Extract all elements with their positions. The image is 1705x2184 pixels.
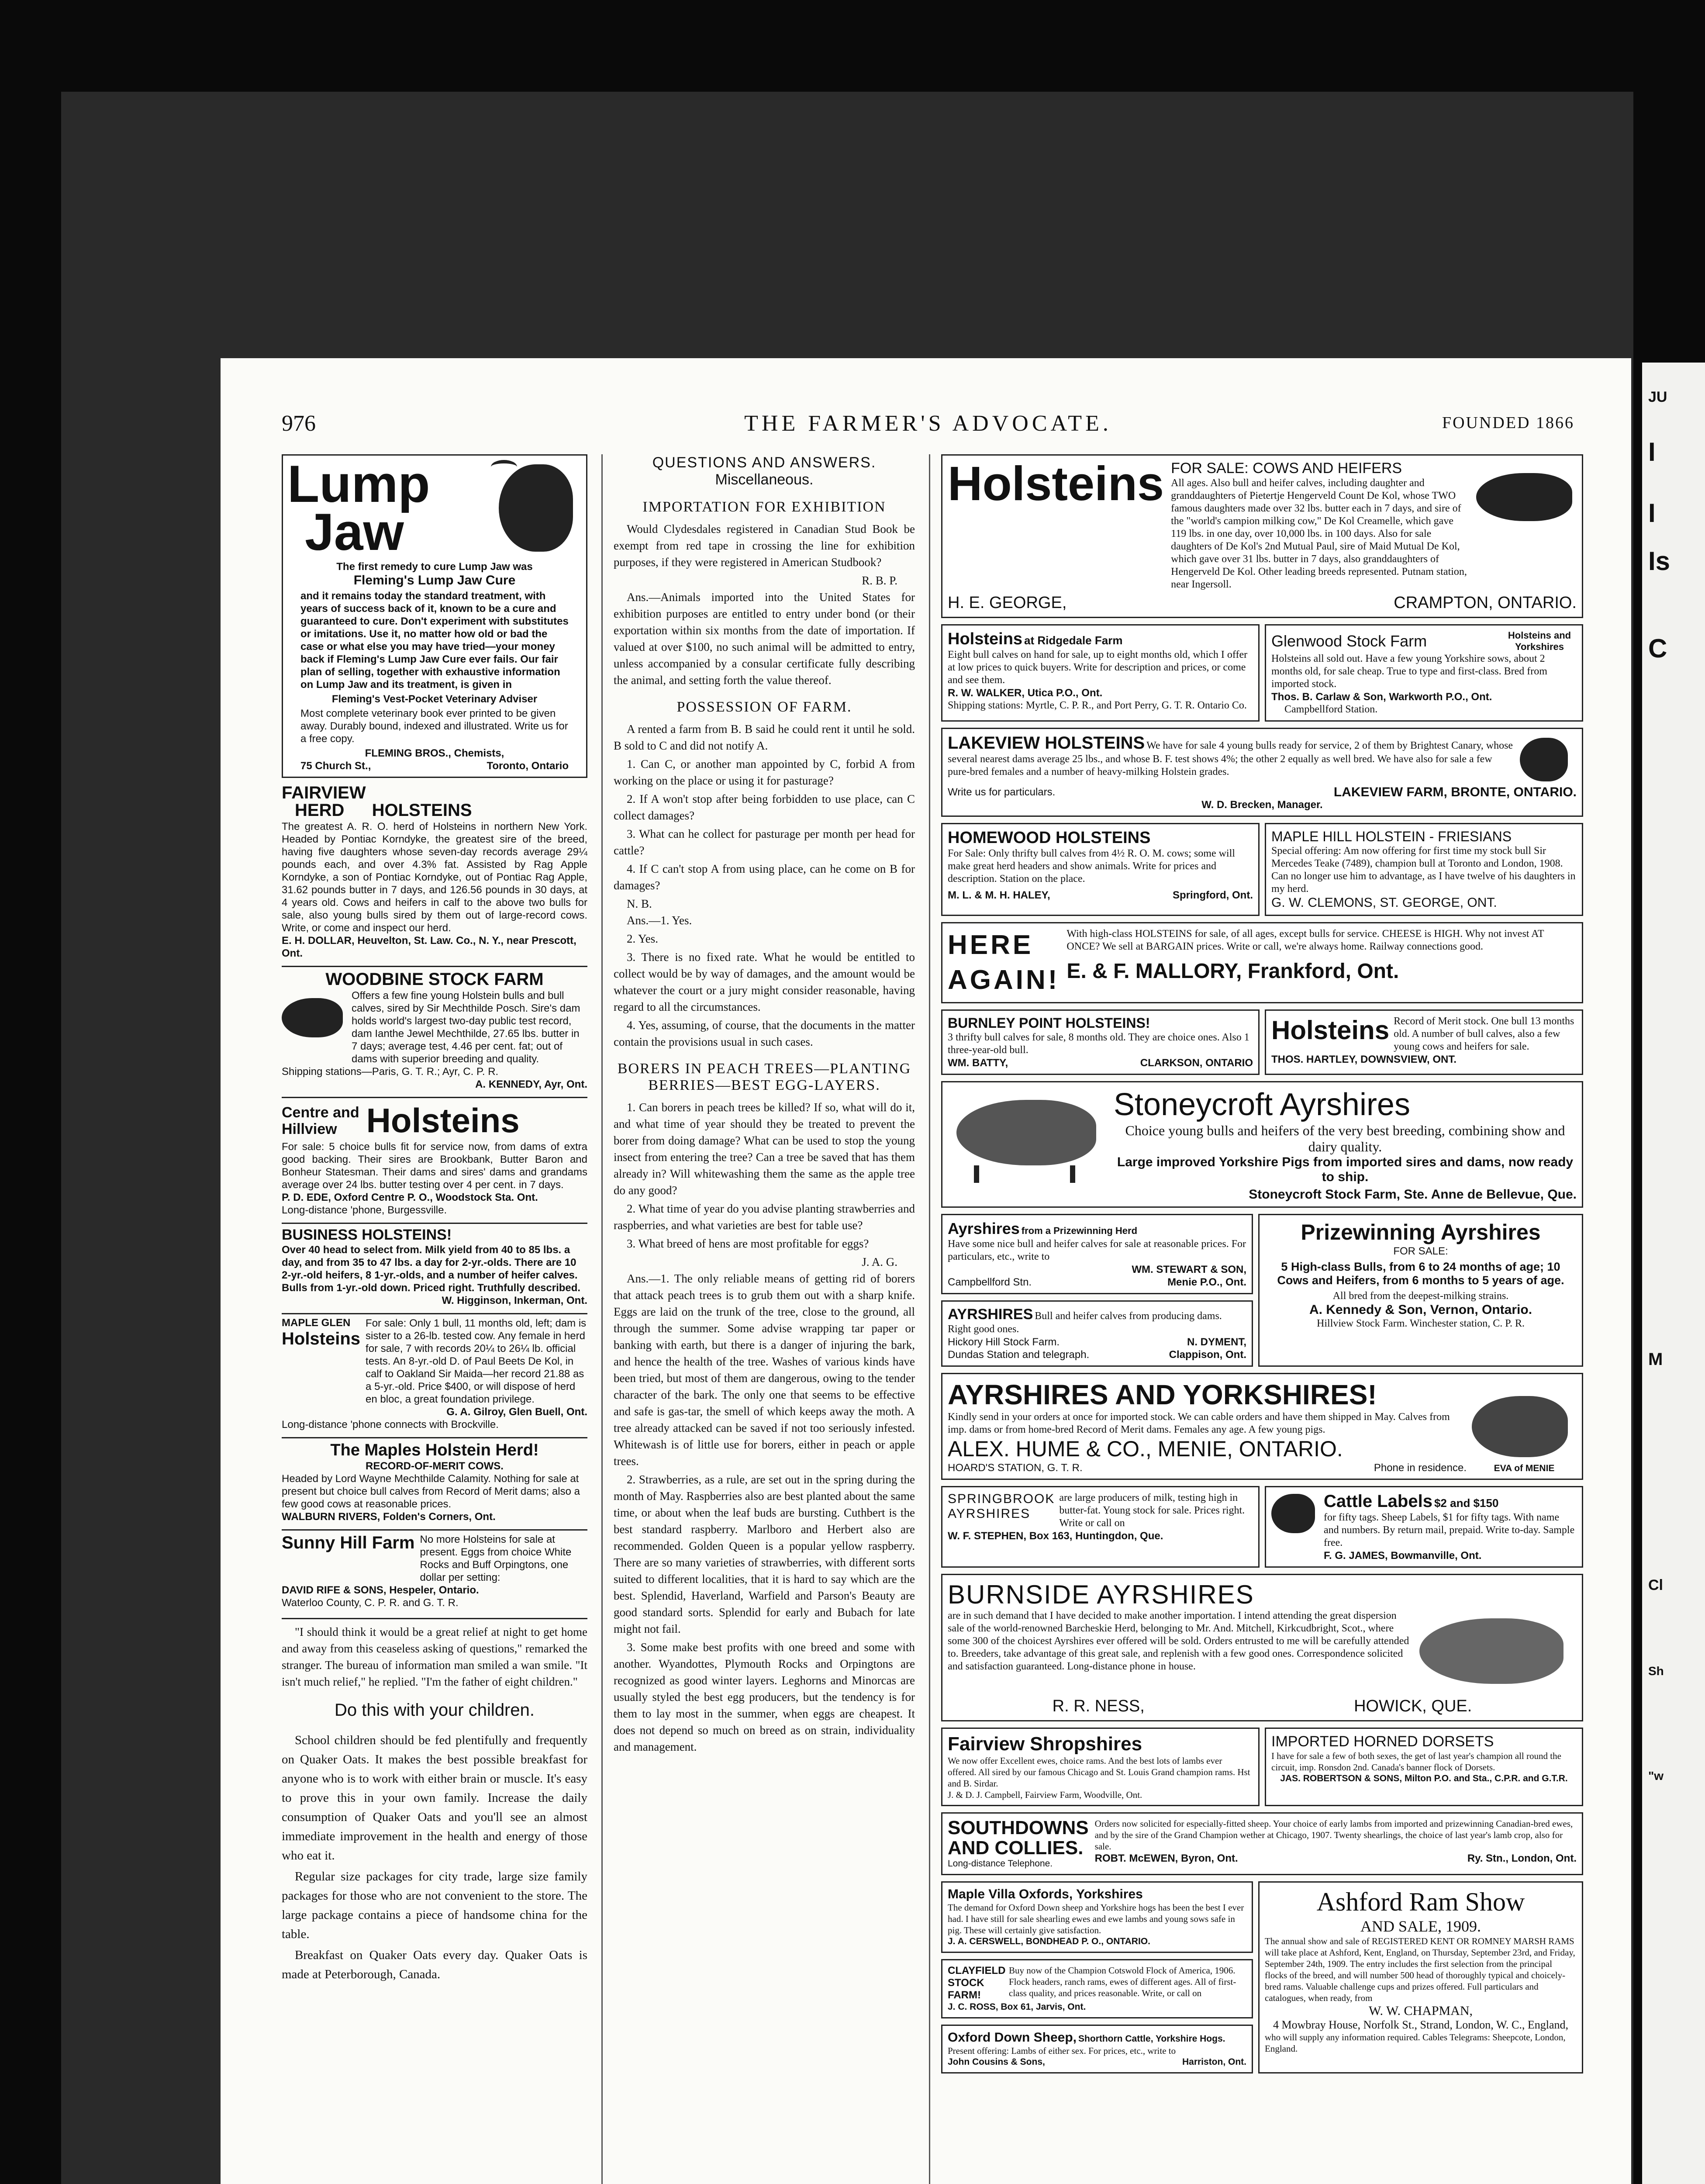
ad-text: and it remains today the standard treatment, with years of success back of it, known to be a cure and guaranteed to cure. Don't experiment with substitutes or imitations. Use it, no matter how old or bad the case or what else you may have tried—your money back if Fleming's Lump Jaw Cure ever fails. Our fair plan of selling, together with exhaustive information on Lump Jaw and its treatment, is given in: [300, 590, 569, 691]
answer-text: Ans.—Animals imported into the United States for exhibition purposes are entitled to entry under bond (or their exportation within six months from the date of importation. If valued at over $100, no such animal will be admitted to entry, unless accompanied by a consular certificate fully describing the animal, and setting forth the value thereof.: [614, 591, 915, 687]
column-ads-left: [282, 454, 587, 1986]
ad-centre-hillview: [282, 1097, 587, 1216]
ad-signature: Menie P.O., Ont.: [1167, 1276, 1246, 1288]
ad-title: AND COLLIES.: [948, 1837, 1084, 1859]
ad-signature: R. W. WALKER, Utica P.O., Ont.: [948, 687, 1103, 699]
answer-text: 4. Yes, assuming, of course, that the documents in the matter contain the provisions usual in such cases.: [614, 1019, 915, 1048]
ad-signature: CLARKSON, ONTARIO: [1140, 1057, 1253, 1069]
newspaper-page: [221, 358, 1631, 2184]
ad-horned-dorsets: [1265, 1728, 1583, 1806]
ad-signature: G. A. Gilroy, Glen Buell, Ont.: [446, 1406, 587, 1418]
ad-signature: W. W. CHAPMAN,: [1368, 2004, 1473, 2018]
article-paragraph: School children should be fed plentifully and frequently on Quaker Oats. It makes the best possible breakfast for anyone who is to work with either brain or muscle. It's easy to prove this in your own family. Increase the daily consumption of Quaker Oats and you'll see an almost immediate improvement in the health and energy of those who eat it.: [282, 1733, 587, 1863]
cow-illustration: [1419, 1610, 1577, 1697]
ad-text: For sale: Only 1 bull, 11 months old, left; dam is sister to a 26-lb. tested cow. Any female in herd for sale, 7 with records 20¼ to 26¼ lb. official tests. An 8-yr.-old D. of Paul Beets De Kol, in calf to Oakland Sir Maida—her record 21.88 as a 5-yr.-old. Price $400, or will dispose of herd en bloc, a great foundation privilege.: [366, 1317, 587, 1405]
answer-text: 2. Yes.: [627, 932, 659, 945]
ad-text: Fleming's Lump Jaw Cure: [353, 573, 516, 587]
ad-title: Oxford Down Sheep,: [948, 2030, 1077, 2045]
ad-text: The annual show and sale of REGISTERED KENT OR ROMNEY MARSH RAMS will take place at Ashford, Kent, England, on Thursday, September 23rd, and Friday, September 24th, 1909. The entry includes the first selection from the principal flocks of the breed, and will number 500 head of thoroughly typical and choicely-bred rams. Valuable challenge cups and prizes offered. Full particulars and catalogues, when ready, from: [1265, 1936, 1575, 2003]
column-ads-right: [941, 454, 1583, 2080]
question-title: BORERS IN PEACH TREES—PLANTING BERRIES—BEST EGG-LAYERS.: [617, 1061, 911, 1093]
ad-text: are large producers of milk, testing high in butter-fat. Young stock for sale. Prices right. Write or call on: [1059, 1492, 1245, 1529]
question-title: POSSESSION OF FARM.: [676, 699, 852, 715]
question-text: Would Clydesdales registered in Canadian Stud Book be exempt from red tape in crossing the line for exhibition purposes, if they were registered in American Studbook?: [614, 522, 915, 569]
ad-signature: J. C. ROSS, Box 61, Jarvis, Ont.: [948, 2002, 1086, 2012]
masthead-title: THE FARMER'S ADVOCATE.: [744, 411, 1112, 436]
ad-text: who will supply any information required. Cables Telegrams: Sheepcote, London, England.: [1265, 2032, 1566, 2054]
ad-text: For sale: 5 choice bulls fit for service now, from dams of extra good backing. Their sires are Brookbank, Butter Baron and Bonheur Statesman. Their dams and sires' dams and grandams average over 24 lbs. butter testing over 4 per cent. in 7 days.: [282, 1141, 587, 1191]
ad-text: For Sale: Only thrifty bull calves from 4½ R. O. M. cows; some will make great herd headers and show animals. Write for prices and description. Station on the place.: [948, 848, 1235, 885]
ad-title: Jaw: [305, 503, 404, 561]
article-paragraph: Breakfast on Quaker Oats every day. Quaker Oats is made at Peterborough, Canada.: [282, 1948, 587, 1981]
ad-title: Holsteins: [282, 1329, 361, 1348]
ad-title: Fairview Shropshires: [948, 1733, 1142, 1755]
ad-maple-villa: [941, 1881, 1253, 1953]
ad-title: Holsteins: [366, 1101, 520, 1140]
ad-title: HERE: [948, 930, 1034, 960]
cow-illustration: [1476, 460, 1577, 530]
ad-title: LAKEVIEW HOLSTEINS: [948, 733, 1145, 753]
ad-title: Glenwood Stock Farm: [1271, 632, 1427, 650]
ad-text: HOARD'S STATION, G. T. R.: [948, 1462, 1083, 1474]
ad-signature: HOWICK, QUE.: [1354, 1697, 1472, 1715]
ad-title: Lump: [287, 455, 430, 513]
cow-head-illustration: [1520, 733, 1577, 786]
ad-signature: A. KENNEDY, Ayr, Ont.: [475, 1078, 587, 1090]
ad-signature: A. Kennedy & Son, Vernon, Ontario.: [1309, 1303, 1532, 1317]
cow-illustration: [1472, 1379, 1577, 1474]
ad-address: Toronto, Ontario: [487, 760, 569, 772]
question-signature: N. B.: [627, 897, 652, 910]
answer-text: Ans.—1. The only reliable means of getting rid of borers that attack peach trees is to grub them out with a sharp knife. Eggs are laid on the trunk of the tree, close to the ground, all through the summer. Some advise wrapping tar paper or banking with earth, but there is a danger of injuring the bark, and hence the health of the tree. Washes of various kinds have been tried, but most of them are dangerous, owing to the tender character of the bark. The only one that seems to be effective and safe is gas-tar, the smell of which keeps away the moth. A tree already attacked can be saved if not too seriously infested. Whitewash is of little use for borers, either in peach or apple trees.: [614, 1272, 915, 1468]
ad-signature: P. D. EDE, Oxford Centre P. O., Woodstock Sta. Ont.: [282, 1192, 538, 1203]
edge-text: Sh: [1648, 1664, 1664, 1678]
ad-signature: John Cousins & Sons,: [948, 2057, 1045, 2067]
edge-text: C: [1648, 634, 1667, 663]
ad-text: Headed by Lord Wayne Mechthilde Calamity. Nothing for sale at present but choice bull calves from Record of Merit dams; also a few good cows at reasonable prices.: [282, 1473, 580, 1510]
ad-signature: DAVID RIFE & SONS, Hespeler, Ontario.: [282, 1584, 479, 1596]
ad-burnley-point: [941, 1009, 1260, 1075]
answer-text: 3. Some make best profits with one breed and some with another. Wyandottes, Plymouth Rocks and Orpingtons are recognized as good winter layers. Leghorns and Minorcas are usually styled the best egg producers, but the tendency is for them to lay most in the summer, when eggs are cheapest. It does not depend so much on breed as on strain, individuality and management.: [614, 1641, 915, 1753]
ad-text: Phone in residence.: [1374, 1462, 1467, 1474]
ad-sunny-hill: [282, 1529, 587, 1609]
ad-title: BURNSIDE AYRSHIRES: [948, 1580, 1254, 1609]
ad-dyment-ayrshires: [941, 1300, 1253, 1367]
article-title: Do this with your children.: [335, 1700, 535, 1720]
ad-title: MAPLE HILL HOLSTEIN - FRIESIANS: [1271, 829, 1512, 844]
ad-title: WOODBINE STOCK FARM: [325, 970, 544, 989]
ad-text: Have some nice bull and heifer calves for sale at reasonable prices. For particulars, etc., write to: [948, 1238, 1246, 1262]
ad-subtitle: FOR SALE:: [1393, 1245, 1448, 1257]
ad-glenwood: [1265, 624, 1583, 722]
edge-text: "w: [1648, 1769, 1664, 1783]
ad-text: Offers a few fine young Holstein bulls and bull calves, sired by Sir Mechthilde Posch. Sire's dam holds world's largest two-day public test record, dam Ianthe Jewel Mechthilde, 27.65 lbs. butter in 7 days; average test, 4.46 per cent. fat; out of dams with superior breeding and quality.: [352, 990, 580, 1065]
edge-text: I: [1648, 437, 1656, 467]
ad-title: AGAIN!: [948, 965, 1060, 995]
question-text: 1. Can borers in peach trees be killed? If so, what will do it, and what time of year should they be treated to prevent the borer from doing damage? What can be used to stop the young insect from entering the tree? Can a tree be saved that has them already in? Will whitewashing them the same as the apple tree do any good?: [614, 1101, 915, 1197]
question-text: 2. If A won't stop after being forbidden to use place, can C collect damages?: [614, 792, 915, 822]
ad-title: at Ridgedale Farm: [1024, 634, 1123, 647]
ad-title: AYRSHIRES: [948, 1507, 1031, 1521]
ad-cattle-labels: [1265, 1486, 1583, 1568]
ad-price: $2 and $150: [1434, 1496, 1499, 1510]
ad-maples-holstein: [282, 1437, 587, 1523]
ad-text: Write us for particulars.: [948, 786, 1056, 798]
ad-title: AYRSHIRES: [948, 1306, 1033, 1323]
ad-signature: WM. BATTY,: [948, 1057, 1008, 1069]
ad-lump-jaw: [282, 454, 587, 778]
cow-illustration: [282, 989, 347, 1046]
ad-title: from a Prizewinning Herd: [1021, 1225, 1138, 1236]
ad-woodbine: [282, 966, 587, 1091]
joke-section: [282, 1618, 587, 1690]
ad-text: Orders now solicited for especially-fitted sheep. Your choice of early lambs from imported and prizewinning Canadian-bred ewes, and by the sire of the Grand Champion wether at Chicago, 1907. Twenty shearlings, the choice of last year's lamb crop, also for sale.: [1094, 1818, 1573, 1852]
ad-title: BUSINESS HOLSTEINS!: [282, 1227, 452, 1243]
ad-title: Hillview: [282, 1120, 337, 1137]
ad-text: Fleming's Vest-Pocket Veterinary Adviser: [331, 693, 538, 705]
ad-address: 4 Mowbray House, Norfolk St., Strand, London, W. C., England,: [1273, 2018, 1568, 2031]
ad-text: Special offering: Am now offering for first time my stock bull Sir Mercedes Teake (7489), champion bull at Toronto and London, 1908. Can no longer use him to advantage, as I have twelve of his daughters in my herd.: [1271, 845, 1576, 895]
question-text: A rented a farm from B. B said he could rent it until he sold. B sold to C and did not notify A.: [614, 722, 915, 752]
column-rule: [601, 454, 603, 2184]
answer-text: 3. There is no fixed rate. What he would be entitled to collect would be by way of damages, and the amount would be whatever the court or a jury might consider reasonable, having regard to all the circumstances.: [614, 950, 915, 1013]
ad-title: SPRINGBROOK: [948, 1492, 1055, 1506]
ad-signature: N. DYMENT,: [1187, 1336, 1246, 1348]
quaker-oats-article: [282, 1700, 587, 1984]
ad-text: The demand for Oxford Down sheep and Yorkshire hogs has been the best I ever had. I have still for sale shearling ewes and ewe lambs and young sows safe in pig. These will certainly give satisfaction.: [948, 1902, 1244, 1935]
column-questions-answers: [614, 454, 915, 1757]
ad-title: Ashford Ram Show: [1316, 1887, 1525, 1916]
ad-signature: Ry. Stn., London, Ont.: [1467, 1852, 1577, 1864]
column-rule: [929, 454, 930, 2184]
ad-ashford-ram-show: [1258, 1881, 1583, 2073]
ad-subtitle: AND SALE, 1909.: [1360, 1918, 1481, 1935]
ad-text: The greatest A. R. O. herd of Holsteins in northern New York. Headed by Pontiac Korndyke, the greatest sire of the breed, having five daughters whose seven-day records average 29¼ pounds each, and over 4.3% fat. Assisted by Rag Apple Korndyke, a son of Pontiac Korndyke, out of Pontiac Rag Apple, 31.62 pounds butter in 7 days, and 126.56 pounds in 30 days, at 4 years old. Cows and heifers in calf to the above two bulls for sale, also young bulls sired by them out of large-record cows. Write, or come and inspect our herd.: [282, 821, 587, 934]
ad-text: Shipping stations: Myrtle, C. P. R., and Port Perry, G. T. R. Ontario Co.: [948, 700, 1247, 711]
ad-signature: F. G. JAMES, Bowmanville, Ont.: [1324, 1550, 1482, 1562]
ad-fairview-shropshires: [941, 1728, 1260, 1806]
ad-text: for fifty tags. Sheep Labels, $1 for fifty tags. With name and numbers. By return mail, prepaid. Write to-day. Sample free.: [1324, 1512, 1575, 1548]
ad-address: 75 Church St.,: [300, 760, 371, 772]
ad-signature: LAKEVIEW FARM, BRONTE, ONTARIO.: [1333, 785, 1577, 799]
ad-text: Hillview Stock Farm. Winchester station, C. P. R.: [1317, 1318, 1525, 1329]
ad-text: Buy now of the Champion Cotswold Flock of America, 1906. Flock headers, ranch rams, ewes of different ages. All of first-class quality, and prices reasonable. Write, or call on: [1009, 1965, 1236, 1998]
ad-hume-ayrshires: [941, 1373, 1583, 1480]
ad-signature: J. A. CERSWELL, BONDHEAD P. O., ONTARIO.: [948, 1936, 1150, 1946]
ad-subtitle: RECORD-OF-MERIT COWS.: [366, 1460, 504, 1472]
ad-signature: H. E. GEORGE,: [948, 594, 1067, 612]
ad-signature: WALBURN RIVERS, Folden's Corners, Ont.: [282, 1511, 496, 1523]
ad-business-holsteins: [282, 1223, 587, 1307]
page-header: [282, 411, 1574, 441]
ad-title: Ayrshires: [948, 1220, 1020, 1237]
illustration-caption: EVA of MENIE: [1494, 1463, 1555, 1473]
ad-text: I have for sale a few of both sexes, the get of last year's champion all round the circuit, imp. Ronsdon 2nd. Canada's banner flock of Dorsets.: [1271, 1751, 1561, 1773]
answer-text: Ans.—1. Yes.: [627, 914, 692, 927]
section-heading: QUESTIONS AND ANSWERS.: [652, 454, 877, 471]
ad-signature: ALEX. HUME & CO., MENIE, ONTARIO.: [948, 1437, 1343, 1461]
ad-title: FAIRVIEW: [282, 783, 366, 802]
question-text: 1. Can C, or another man appointed by C, forbid A from working on the place or using it for pasturage?: [614, 757, 915, 787]
ad-title: HERD: [295, 801, 345, 820]
ad-southdowns: [941, 1812, 1583, 1875]
ad-lakeview: [941, 728, 1583, 817]
edge-text: JU: [1648, 389, 1667, 405]
ad-springbrook: [941, 1486, 1260, 1568]
ad-text: All ages. Also bull and heifer calves, including daughter and granddaughters of Pietertje Hengerveld Count De Kol, whose TWO famous daughters made over 32 lbs. butter each in 7 days, and sire of the "world's campion milking cow," De Kol Creamelle, which gave 119 lbs. in one day, over 10,000 lbs. in 100 days. Also for sale daughters of De Kol's 2nd Mutual Paul, sire of Maid Mutual De Kol, which gave over 31 lbs. butter in 7 days, also granddaughters of Hengerveld De Kol. Other leading breeds represented. Putnam station, near Ingersoll.: [1171, 477, 1467, 590]
ad-text: Campbellford Stn.: [948, 1276, 1032, 1288]
founded-note: FOUNDED 1866: [1442, 414, 1574, 432]
ad-text: Waterloo County, C. P. R. and G. T. R.: [282, 1597, 459, 1609]
page-number: 976: [282, 411, 316, 436]
ad-signature: W. Higginson, Inkerman, Ont.: [442, 1295, 587, 1306]
ad-title: The Maples Holstein Herd!: [330, 1441, 539, 1459]
ad-hartley: [1265, 1009, 1583, 1075]
ad-title: IMPORTED HORNED DORSETS: [1271, 1733, 1494, 1750]
ad-oxford-down: [941, 2025, 1253, 2073]
ad-signature: W. D. Brecken, Manager.: [1201, 799, 1323, 811]
ad-title: Holsteins: [948, 457, 1164, 511]
ad-text: No more Holsteins for sale at present. Eggs from choice White Rocks and Buff Orpingtons, one dollar per setting:: [420, 1534, 572, 1583]
ad-text: Dundas Station and telegraph.: [948, 1349, 1090, 1361]
ad-text: Kindly send in your orders at once for imported stock. We can cable orders and have them shipped in May. Calves from imp. dams or from home-bred Record of Merit dams. Females any age. A few young pigs.: [948, 1411, 1450, 1435]
edge-text: Cl: [1648, 1577, 1663, 1593]
ad-text: Choice young bulls and heifers of the very best breeding, combining show and dairy quality.: [1125, 1123, 1565, 1154]
adjacent-page-edge: [1642, 363, 1705, 2184]
ad-burnside-ayrshires: [941, 1574, 1583, 1721]
ad-signature: Thos. B. Carlaw & Son, Warkworth P.O., Ont.: [1271, 691, 1492, 703]
ad-text: Record of Merit stock. One bull 13 months old. A number of bull calves, also a few young cows and heifers for sale.: [1394, 1016, 1574, 1052]
ad-signature: M. L. & M. H. HALEY,: [948, 889, 1050, 901]
ad-signature: E. & F. MALLORY, Frankford, Ont.: [1066, 960, 1399, 983]
ad-text: Bull and heifer calves from producing dams. Right good ones.: [948, 1310, 1222, 1335]
joke-text: "I should think it would be a great relief at night to get home and away from this ceaseless asking of questions," remarked the stranger. The bureau of information man smiled a wan smile. "It isn't much relief," he replied. "I'm the father of eight children.": [282, 1625, 587, 1688]
ad-signature: THOS. HARTLEY, DOWNSVIEW, ONT.: [1271, 1054, 1457, 1065]
ad-prizewinning-ayrshires: [1258, 1214, 1583, 1367]
ad-text: are in such demand that I have decided to make another importation. I intend attending the great dispersion sale of the world-renowned Barcheskie Herd, belonging to Mr. And. Mitchell, Kirkcudbright, Scot., where some 300 of the choicest Ayrshires ever offered will be sold. Orders entrusted to me will be carefully attended to. Breeders, take advantage of this great sale, and replenish with a few good ones. Correspondence solicited and satisfaction guaranteed. Long-distance phone in house.: [948, 1610, 1409, 1672]
ad-text: All bred from the deepest-milking strains.: [1332, 1290, 1509, 1302]
ad-stoneycroft: [941, 1081, 1583, 1208]
ad-signature: R. R. NESS,: [1052, 1697, 1145, 1715]
cow-illustration: [948, 1087, 1105, 1183]
ad-text: Most complete veterinary book ever printed to be given away. Durably bound, indexed and illustrated. Write us for a free copy.: [300, 708, 568, 745]
ad-signature: Harriston, Ont.: [1182, 2057, 1246, 2067]
ad-signature: JAS. ROBERTSON & SONS, Milton P.O. and Sta., C.P.R. and G.T.R.: [1280, 1773, 1568, 1783]
ad-heading: FOR SALE: COWS AND HEIFERS: [1171, 460, 1402, 477]
ad-text: Shipping stations—Paris, G. T. R.; Ayr, C. P. R.: [282, 1066, 499, 1078]
ad-title: Centre and: [282, 1104, 359, 1121]
ad-title: Holsteins: [1271, 1016, 1390, 1045]
edge-text: I: [1648, 498, 1656, 528]
ad-title: BURNLEY POINT HOLSTEINS!: [948, 1015, 1150, 1031]
ad-text: Long-distance 'phone, Burgessville.: [282, 1204, 447, 1216]
ad-text: Campbellford Station.: [1284, 704, 1378, 715]
ad-clayfield: [941, 1959, 1253, 2018]
ad-text: Holsteins all sold out. Have a few young Yorkshire sows, about 2 months old, for sale cheap. True to type and first-class. Bred from imported stock.: [1271, 653, 1547, 690]
ad-signature: ROBT. McEWEN, Byron, Ont.: [1094, 1852, 1238, 1864]
article-paragraph: Regular size packages for city trade, large size family packages for those who are not convenient to the store. The large package contains a piece of handsome china for the table.: [282, 1870, 587, 1941]
ad-text: 3 thrifty bull calves for sale, 8 months old. They are choice ones. Also 1 three-year-old bull.: [948, 1032, 1249, 1056]
bull-head-illustration: [1271, 1492, 1319, 1535]
ad-text: Long-distance Telephone.: [948, 1859, 1053, 1869]
ad-fairview-holsteins: [282, 784, 587, 960]
ad-maple-glen: [282, 1313, 587, 1431]
ad-title: Stoneycroft Ayrshires: [1114, 1087, 1410, 1122]
ad-text: With high-class HOLSTEINS for sale, of all ages, except bulls for service. CHEESE is HIGH. Why not invest AT ONCE? We sell at BARGAIN prices. Write or call, we're always home. Railway connections good.: [1066, 928, 1544, 952]
ad-text: FLEMING BROS., Chemists,: [365, 747, 504, 759]
ad-stewart-ayrshires: [941, 1214, 1253, 1294]
ad-text: We have for sale 4 young bulls ready for service, 2 of them by Brightest Canary, whose several nearest dams average 25 lbs., and whose B. F. test shows 4%; the other 2 equally as well bred. We have also for sale a few pure-bred females and a number of heavy-milking Holstein grades.: [948, 740, 1513, 778]
question-signature: J. A. G.: [862, 1255, 897, 1268]
ad-holsteins-george: [941, 454, 1583, 618]
question-text: 2. What time of year do you advise planting strawberries and raspberries, and what varieties are best for table use?: [614, 1202, 915, 1232]
ad-title: Cattle Labels: [1324, 1492, 1432, 1511]
ad-title: Prizewinning Ayrshires: [1301, 1220, 1541, 1244]
ad-signature: Clappison, Ont.: [1169, 1349, 1246, 1361]
ad-signature: G. W. CLEMONS, ST. GEORGE, ONT.: [1271, 895, 1497, 910]
ad-signature: WM. STEWART & SON,: [1132, 1264, 1246, 1275]
ad-signature: Stoneycroft Stock Farm, Ste. Anne de Bellevue, Que.: [1249, 1187, 1577, 1202]
ad-signature: CRAMPTON, ONTARIO.: [1394, 594, 1577, 612]
ad-title: Shorthorn Cattle, Yorkshire Hogs.: [1078, 2034, 1225, 2044]
question-text: 4. If C can't stop A from using place, can he come on B for damages?: [614, 862, 915, 892]
ad-signature: W. F. STEPHEN, Box 163, Huntingdon, Que.: [948, 1530, 1163, 1542]
ad-text: Hickory Hill Stock Farm.: [948, 1336, 1060, 1348]
ad-title: HOLSTEINS: [372, 801, 472, 820]
edge-text: M: [1648, 1350, 1663, 1369]
cow-head-illustration: [486, 460, 582, 560]
ad-title: HOMEWOOD HOLSTEINS: [948, 829, 1151, 847]
ad-title: AYRSHIRES AND YORKSHIRES!: [948, 1379, 1377, 1410]
ad-mallory: [941, 922, 1583, 1003]
ad-subtitle: Holsteins and Yorkshires: [1508, 630, 1571, 652]
ad-title: Holsteins: [948, 630, 1023, 648]
ad-text: Large improved Yorkshire Pigs from imported sires and dams, now ready to ship.: [1117, 1155, 1574, 1184]
ad-text: 5 High-class Bulls, from 6 to 24 months of age; 10 Cows and Heifers, from 6 months to 5 years of age.: [1277, 1260, 1564, 1287]
ad-text: We now offer Excellent ewes, choice rams. And the best lots of lambs ever offered. All sired by our famous Chicago and St. Louis Grand champion rams. Hst and B. Sirdar.: [948, 1755, 1250, 1789]
section-subheading: Miscellaneous.: [715, 471, 814, 488]
answer-text: 2. Strawberries, as a rule, are set out in the spring during the month of May. Raspberries also are best planted about the same time, or about when the leaf buds are bursting. Cuthbert is the best standard raspberry. Marlboro and Herbert also are recommended. Golden Queen is a popular yellow raspberry. There are so many varieties of strawberries, with different sorts suited to different localities, that it is hard to say which are the best. Splendid, Haverland, Warfield and Parson's Beauty are good standard sorts. Splendid for early and Bubach for late might not fail.: [614, 1473, 915, 1635]
question-text: 3. What can he collect for pasturage per month per head for cattle?: [614, 827, 915, 857]
ad-text: Long-distance 'phone connects with Brockville.: [282, 1419, 499, 1431]
ad-signature: Springford, Ont.: [1173, 889, 1253, 901]
ad-title: SOUTHDOWNS: [948, 1817, 1089, 1838]
ad-maple-hill: [1265, 823, 1583, 916]
ad-ridgedale: [941, 624, 1260, 722]
ad-title: MAPLE GLEN: [282, 1317, 351, 1329]
ad-title: Sunny Hill Farm: [282, 1533, 415, 1552]
ad-signature: E. H. DOLLAR, Heuvelton, St. Law. Co., N. Y., near Prescott, Ont.: [282, 935, 576, 959]
ad-signature: J. & D. J. Campbell, Fairview Farm, Woodville, Ont.: [948, 1790, 1142, 1800]
ad-text: Over 40 head to select from. Milk yield from 40 to 85 lbs. a day, and from 35 to 47 lbs. a day for 2-yr.-olds. There are 10 2-yr.-old heifers, 8 1-yr.-olds, and a number of heifer calves. Bulls from 1-yr.-old down. Priced right. Truthfully described.: [282, 1244, 581, 1294]
ad-text: Present offering: Lambs of either sex. For prices, etc., write to: [948, 2046, 1176, 2056]
question-text: 3. What breed of hens are most profitable for eggs?: [627, 1237, 869, 1250]
edge-text: Is: [1648, 546, 1670, 576]
ad-title: CLAYFIELD STOCK FARM!: [948, 1965, 1006, 2001]
question-signature: R. B. P.: [862, 574, 897, 587]
question-title: IMPORTATION FOR EXHIBITION: [642, 499, 886, 515]
ad-text: Eight bull calves on hand for sale, up to eight months old, which I offer at low prices to quick buyers. Write for description and prices, or come and see them.: [948, 649, 1248, 686]
ad-title: Maple Villa Oxfords, Yorkshires: [948, 1887, 1143, 1901]
ad-homewood: [941, 823, 1260, 916]
ad-text: The first remedy to cure Lump Jaw was: [336, 561, 533, 573]
